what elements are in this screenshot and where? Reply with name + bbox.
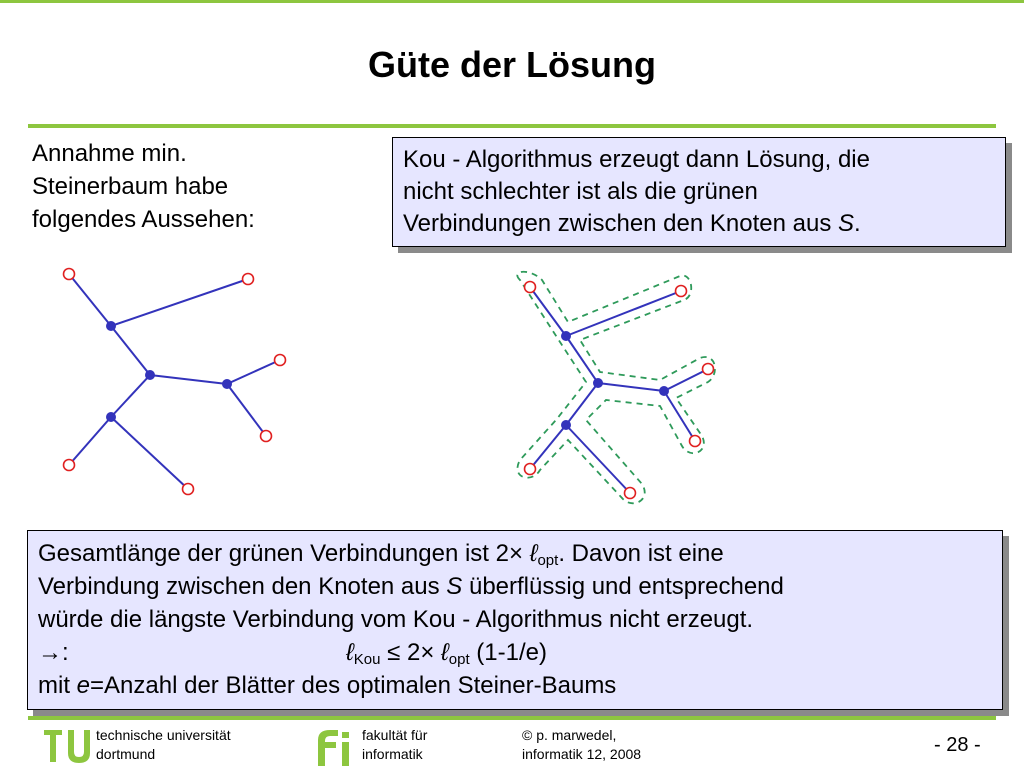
right-steiner-points xyxy=(561,331,669,430)
explanation-line-5: mit e=Anzahl der Blätter des optimalen Steiner-Baums xyxy=(38,672,617,699)
kou-line-2: nicht schlechter ist als die grünen xyxy=(403,178,758,205)
right-terminals xyxy=(525,282,714,499)
steiner-node xyxy=(593,378,603,388)
dashed-tour-outline xyxy=(517,272,715,504)
slide-title: Güte der Lösung xyxy=(368,44,656,85)
edge xyxy=(664,391,695,441)
bound-explanation-box xyxy=(27,530,1003,710)
formula-line xyxy=(38,636,992,669)
explanation-line-3: würde die längste Verbindung vom Kou - Algorithmus nicht erzeugt. xyxy=(38,606,754,633)
page-number: - 28 - xyxy=(934,734,981,756)
edge xyxy=(111,279,248,326)
edge xyxy=(69,417,111,465)
terminal-node xyxy=(261,431,272,442)
explanation-line-1: Gesamtlänge der grünen Verbindungen ist 2× ℓ$_{opt}$. Davon ist eine xyxy=(38,540,724,569)
terminal-node xyxy=(243,274,254,285)
kou-line-1: Kou - Algorithmus erzeugt dann Lösung, die xyxy=(403,146,870,173)
copyright-notice: © p. marwedel, informatik 12, 2008 xyxy=(522,727,642,762)
edge xyxy=(227,360,280,384)
edge xyxy=(111,326,150,375)
left-terminals xyxy=(64,269,286,495)
terminal-node xyxy=(525,464,536,475)
bound-formula: ℓ$_{Kou}$ ≤ 2× ℓ$_{opt}$ (1-1/e) xyxy=(346,639,547,668)
intro-line: folgendes Aussehen: xyxy=(32,206,255,233)
left-steiner-points xyxy=(106,321,232,422)
left-tree xyxy=(69,274,280,489)
edge xyxy=(566,291,681,336)
edge xyxy=(69,274,111,326)
terminal-node xyxy=(703,364,714,375)
terminal-node xyxy=(625,488,636,499)
terminal-node xyxy=(275,355,286,366)
edge xyxy=(111,375,150,417)
fi-logo xyxy=(312,728,356,766)
steiner-node xyxy=(561,420,571,430)
implies-arrow: →: xyxy=(38,639,69,666)
terminal-node xyxy=(525,282,536,293)
intro-line: Steinerbaum habe xyxy=(32,173,229,200)
edge xyxy=(150,375,227,384)
university-name: technische universität dortmund xyxy=(96,727,231,762)
edge xyxy=(598,383,664,391)
intro-line: Annahme min. xyxy=(32,140,187,167)
tu-dortmund-logo xyxy=(44,726,92,766)
edge xyxy=(664,369,708,391)
edge xyxy=(566,425,630,493)
edge xyxy=(227,384,266,436)
footer-divider xyxy=(28,716,996,720)
terminal-node xyxy=(64,460,75,471)
steiner-node xyxy=(561,331,571,341)
terminal-node xyxy=(183,484,194,495)
explanation-line-2: Verbindung zwischen den Knoten aus S überflüssig und entsprechend xyxy=(38,573,784,600)
edge xyxy=(111,417,188,489)
steiner-node xyxy=(659,386,669,396)
steiner-node xyxy=(145,370,155,380)
right-tree xyxy=(530,287,708,493)
steiner-node xyxy=(106,321,116,331)
terminal-node xyxy=(690,436,701,447)
terminal-node xyxy=(676,286,687,297)
terminal-node xyxy=(64,269,75,280)
steiner-node xyxy=(106,412,116,422)
kou-line-3: Verbindungen zwischen den Knoten aus S. xyxy=(403,210,861,237)
steiner-node xyxy=(222,379,232,389)
edge xyxy=(566,383,598,425)
faculty-name: fakultät für informatik xyxy=(362,727,428,762)
